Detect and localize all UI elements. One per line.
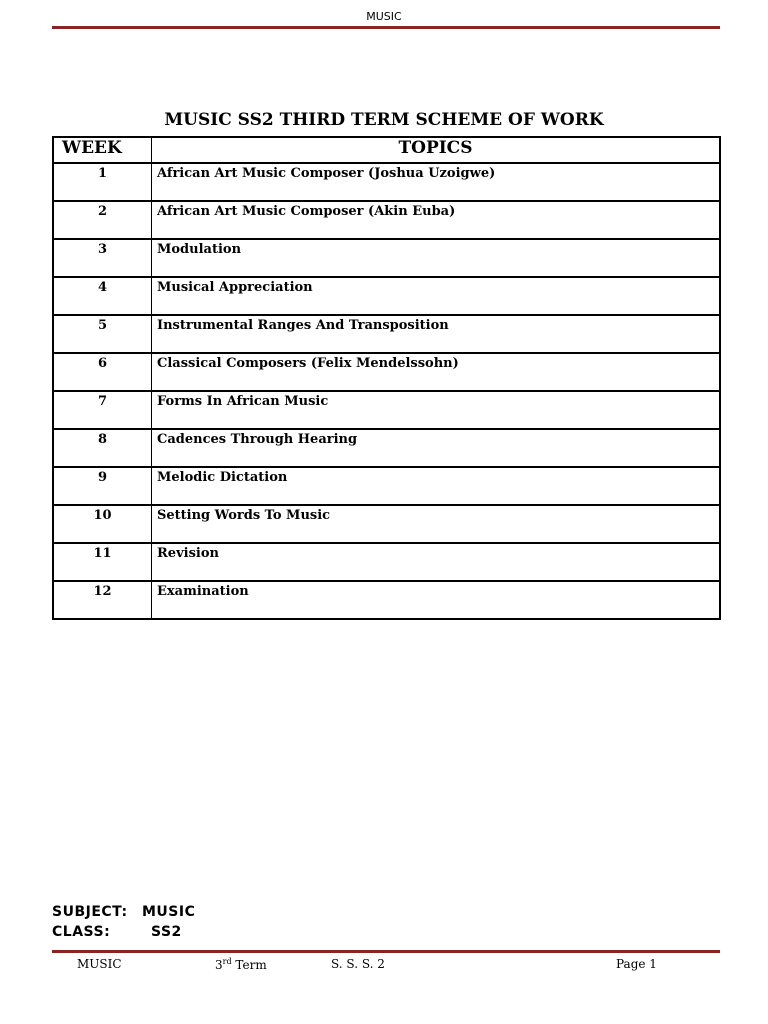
topic-cell: Modulation — [152, 239, 721, 277]
week-number: 10 — [53, 505, 152, 543]
topic-cell: African Art Music Composer (Joshua Uzoigwe) — [152, 163, 721, 201]
footer-class: S. S. S. 2 — [331, 957, 385, 971]
table-row — [53, 239, 720, 277]
week-number: 7 — [53, 391, 152, 429]
topic-cell: Cadences Through Hearing — [152, 429, 721, 467]
topic-cell: Setting Words To Music — [152, 505, 721, 543]
class-line — [52, 924, 182, 940]
footer-term-word: Term — [235, 958, 267, 972]
table-row — [53, 315, 720, 353]
page-header: MUSIC — [366, 10, 402, 23]
subject-value: MUSIC — [142, 904, 196, 920]
footer-term-suffix: rd — [222, 957, 232, 966]
topic-cell: Instrumental Ranges And Transposition — [152, 315, 721, 353]
week-number: 3 — [53, 239, 152, 277]
topics-column-header: TOPICS — [152, 137, 721, 163]
table-header-row — [53, 137, 720, 163]
week-number: 8 — [53, 429, 152, 467]
table-row — [53, 277, 720, 315]
week-number: 4 — [53, 277, 152, 315]
class-value: SS2 — [151, 924, 182, 940]
document-title: MUSIC SS2 THIRD TERM SCHEME OF WORK — [164, 110, 604, 130]
week-number: 12 — [53, 581, 152, 619]
week-number: 11 — [53, 543, 152, 581]
table-row — [53, 543, 720, 581]
topic-cell: Melodic Dictation — [152, 467, 721, 505]
week-number: 1 — [53, 163, 152, 201]
table-row — [53, 581, 720, 619]
scheme-table — [52, 136, 721, 620]
week-column-header: WEEK — [53, 137, 152, 163]
subject-line — [52, 904, 195, 920]
week-number: 9 — [53, 467, 152, 505]
footer-subject: MUSIC — [77, 957, 122, 971]
table-row — [53, 163, 720, 201]
table-row — [53, 353, 720, 391]
topic-cell: Examination — [152, 581, 721, 619]
footer-term-number: 3 — [215, 958, 223, 972]
table-row — [53, 391, 720, 429]
header-rule — [52, 26, 720, 29]
week-number: 5 — [53, 315, 152, 353]
topic-cell: Forms In African Music — [152, 391, 721, 429]
footer-rule — [52, 950, 720, 953]
topic-cell: African Art Music Composer (Akin Euba) — [152, 201, 721, 239]
week-number: 6 — [53, 353, 152, 391]
table-row — [53, 201, 720, 239]
topic-cell: Classical Composers (Felix Mendelssohn) — [152, 353, 721, 391]
class-label: CLASS: — [52, 924, 111, 940]
week-number: 2 — [53, 201, 152, 239]
table-row — [53, 467, 720, 505]
footer-term — [215, 957, 267, 972]
subject-label: SUBJECT: — [52, 904, 128, 920]
table-row — [53, 505, 720, 543]
topic-cell: Revision — [152, 543, 721, 581]
topic-cell: Musical Appreciation — [152, 277, 721, 315]
table-row — [53, 429, 720, 467]
footer-page-number: Page 1 — [616, 957, 657, 971]
